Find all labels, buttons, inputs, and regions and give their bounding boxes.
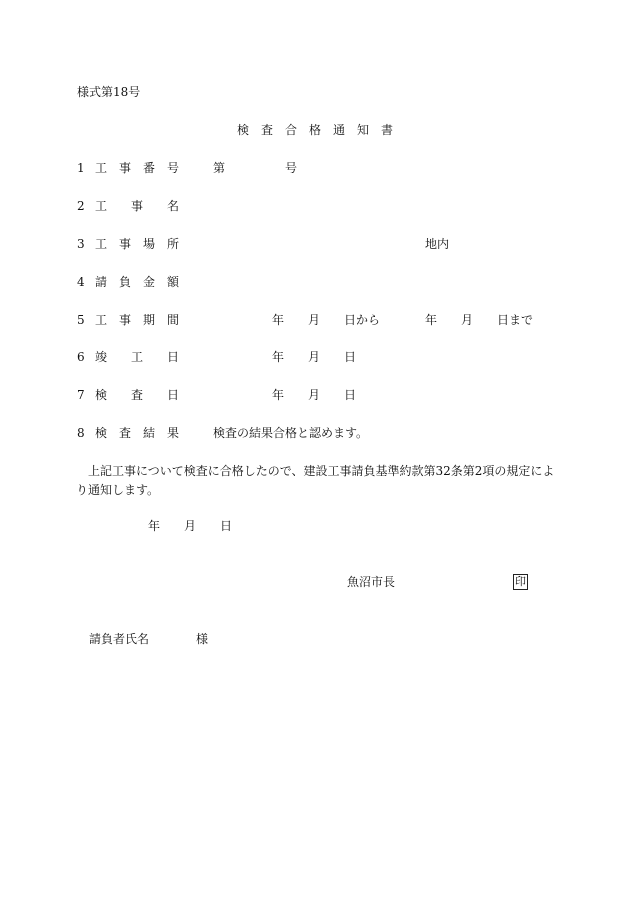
body-paragraph <box>76 462 556 500</box>
item-value: 年 <box>272 350 285 364</box>
item-value: 年 <box>425 313 438 327</box>
item-label-char: 果 <box>167 426 180 440</box>
item-label-char: 工 <box>95 161 108 175</box>
mayor-title: 魚沼市長 <box>347 575 396 589</box>
item-value: 地内 <box>425 237 450 251</box>
item-label-char: 事 <box>131 199 144 213</box>
item-label-char: 事 <box>119 237 132 251</box>
seal-stamp: 印 <box>515 575 526 588</box>
item-label-char: 号 <box>167 161 180 175</box>
title-char: 書 <box>381 123 394 137</box>
item-number: 1 <box>77 161 85 175</box>
title-char: 合 <box>285 123 298 137</box>
item-label-char: 工 <box>131 350 144 364</box>
title-char: 格 <box>309 123 322 137</box>
item-value: 号 <box>285 161 298 175</box>
item-label-char: 査 <box>119 426 132 440</box>
body-text: 上記工事について検査に合格したので、建設工事請負基準約款第32条第2項の規定により通知します。 <box>76 464 555 497</box>
item-label-char: 請 <box>95 275 108 289</box>
title-char: 知 <box>357 123 370 137</box>
item-label-char: 額 <box>167 275 180 289</box>
item-value: 月 <box>461 313 474 327</box>
item-label-char: 負 <box>119 275 132 289</box>
item-value: 年 <box>272 313 285 327</box>
item-label-char: 検 <box>95 426 108 440</box>
date-month: 月 <box>184 519 197 533</box>
item-label-char: 工 <box>95 237 108 251</box>
title-char: 査 <box>261 123 274 137</box>
recipient-label: 請負者氏名 <box>89 632 150 646</box>
item-label-char: 結 <box>143 426 156 440</box>
item-value: 第 <box>213 161 226 175</box>
item-value: 月 <box>308 350 321 364</box>
item-value: 月 <box>308 388 321 402</box>
item-label-char: 事 <box>119 161 132 175</box>
date-year: 年 <box>148 519 161 533</box>
item-label-char: 金 <box>143 275 156 289</box>
title-char: 通 <box>333 123 346 137</box>
item-number: 3 <box>77 237 85 251</box>
item-value: 日から <box>344 313 381 327</box>
item-value: 月 <box>308 313 321 327</box>
item-label-char: 竣 <box>95 350 108 364</box>
item-number: 6 <box>77 350 85 364</box>
date-day: 日 <box>220 519 233 533</box>
item-value: 年 <box>272 388 285 402</box>
item-label-char: 工 <box>95 199 108 213</box>
item-number: 4 <box>77 275 85 289</box>
item-label-char: 検 <box>95 388 108 402</box>
form-number: 様式第18号 <box>77 85 141 99</box>
item-label-char: 場 <box>143 237 156 251</box>
item-number: 7 <box>77 388 85 402</box>
item-value: 検査の結果合格と認めます。 <box>213 426 369 440</box>
item-label-char: 番 <box>143 161 156 175</box>
item-label-char: 工 <box>95 313 108 327</box>
item-label-char: 日 <box>167 388 180 402</box>
item-number: 8 <box>77 426 85 440</box>
item-number: 2 <box>77 199 85 213</box>
item-value: 日まで <box>497 313 534 327</box>
item-label-char: 間 <box>167 313 180 327</box>
item-number: 5 <box>77 313 85 327</box>
title-char: 検 <box>237 123 250 137</box>
item-label-char: 査 <box>131 388 144 402</box>
item-label-char: 期 <box>143 313 156 327</box>
item-label-char: 所 <box>167 237 180 251</box>
recipient-suffix: 様 <box>196 632 209 646</box>
item-label-char: 日 <box>167 350 180 364</box>
item-value: 日 <box>344 388 357 402</box>
item-label-char: 名 <box>167 199 180 213</box>
item-label-char: 事 <box>119 313 132 327</box>
item-value: 日 <box>344 350 357 364</box>
